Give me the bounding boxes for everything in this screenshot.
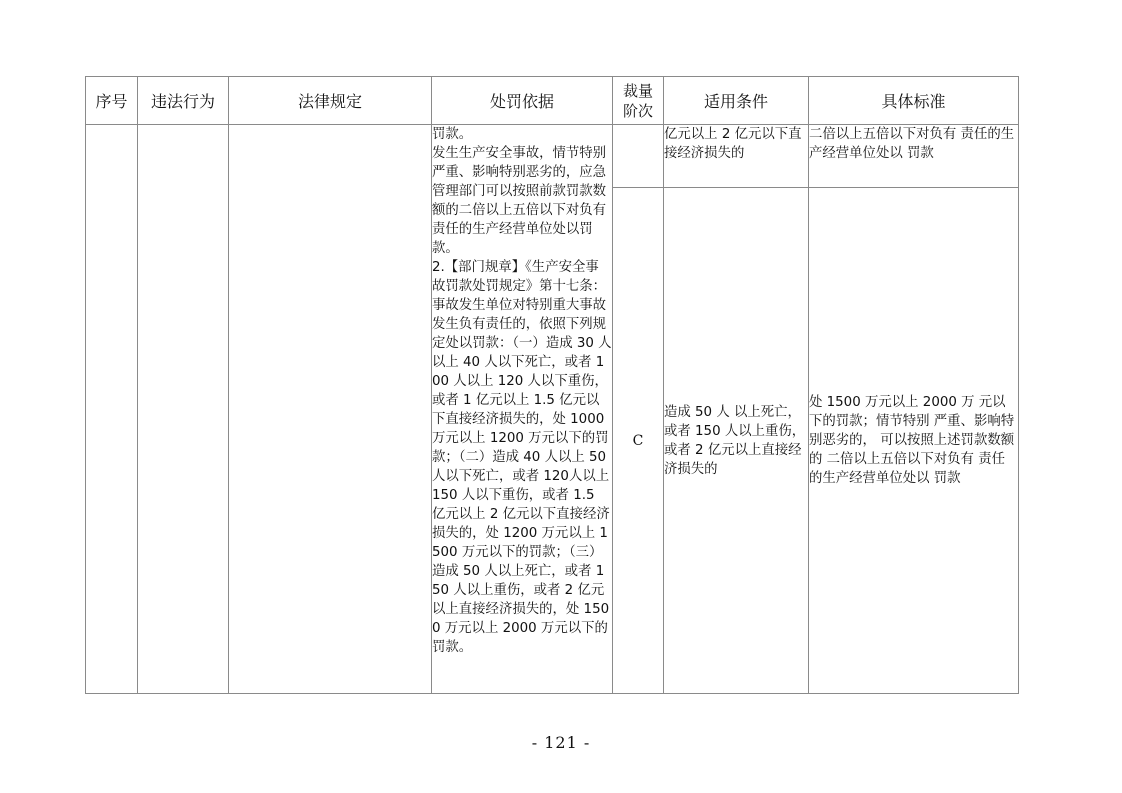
discretion-level-cell: C: [613, 188, 664, 694]
violation-cell: [138, 125, 229, 694]
penalty-basis-cell: [432, 125, 613, 694]
header-legal-provision: 法律规定: [229, 77, 432, 125]
header-specific-standard: 具体标准: [809, 77, 1019, 125]
header-discretion-level-text: 裁量阶次: [622, 81, 653, 120]
header-row: [86, 77, 1019, 125]
table-row: [86, 125, 1019, 188]
condition-cell: 造成 50 人 以上死亡，或者 150 人以上重伤，或者 2 亿元以上直接经济损失的: [664, 188, 809, 694]
header-seq: 序号: [86, 77, 138, 125]
header-applicable-conditions: 适用条件: [664, 77, 809, 125]
penalty-basis-paragraph: 发生生产安全事故，情节特别严重、影响特别恶劣的，应急管理部门可以按照前款罚款数额的二倍以上五倍以下对负有责任的生产经营单位处以罚款。: [432, 146, 607, 256]
penalty-table: [85, 76, 1019, 694]
seq-cell: [86, 125, 138, 694]
standard-cell: 处 1500 万元以上 2000 万 元以下的罚款；情节特别 严重、影响特别恶劣的， 可以按照上述罚款数额的 二倍以上五倍以下对负有 责任的生产经营单位处以 罚款: [809, 188, 1019, 694]
page-number: - 121 -: [531, 733, 591, 752]
discretion-level-cell: [613, 125, 664, 188]
penalty-basis-paragraph: 2.【部门规章】《生产安全事故罚款处罚规定》第十七条：事故发生单位对特别重大事故发生负有责任的，依照下列规定处以罚款：（一）造成 30 人以上 40 人以下死亡，或者 100 人以上 120 人以下重伤，或者 1 亿元以上 1.5 亿元以下直接经济损失的，处 1000万元以上 1200 万元以下的罚款；（二）造成 40 人以上 50 人以下死亡，或者 120人以上 150 人以下重伤，或者 1.5 亿元以上 2 亿元以下直接经济损失的，处 1200 万元以上 1500 万元以下的罚款；（三）造成 50 人以上死亡，或者 150 人以上重伤，或者 2 亿元以上直接经济损失的，处 1500 万元以上 2000 万元以下的罚款。: [432, 260, 612, 655]
legal-provision-cell: [229, 125, 432, 694]
header-discretion-level: [613, 77, 664, 125]
standard-cell: 二倍以上五倍以下对负有 责任的生产经营单位处以 罚款: [809, 125, 1019, 188]
header-violation: 违法行为: [138, 77, 229, 125]
penalty-basis-paragraph: 罚款。: [432, 127, 473, 142]
header-penalty-basis: 处罚依据: [432, 77, 613, 125]
condition-cell: 亿元以上 2 亿元以下直接经济损失的: [664, 125, 809, 188]
